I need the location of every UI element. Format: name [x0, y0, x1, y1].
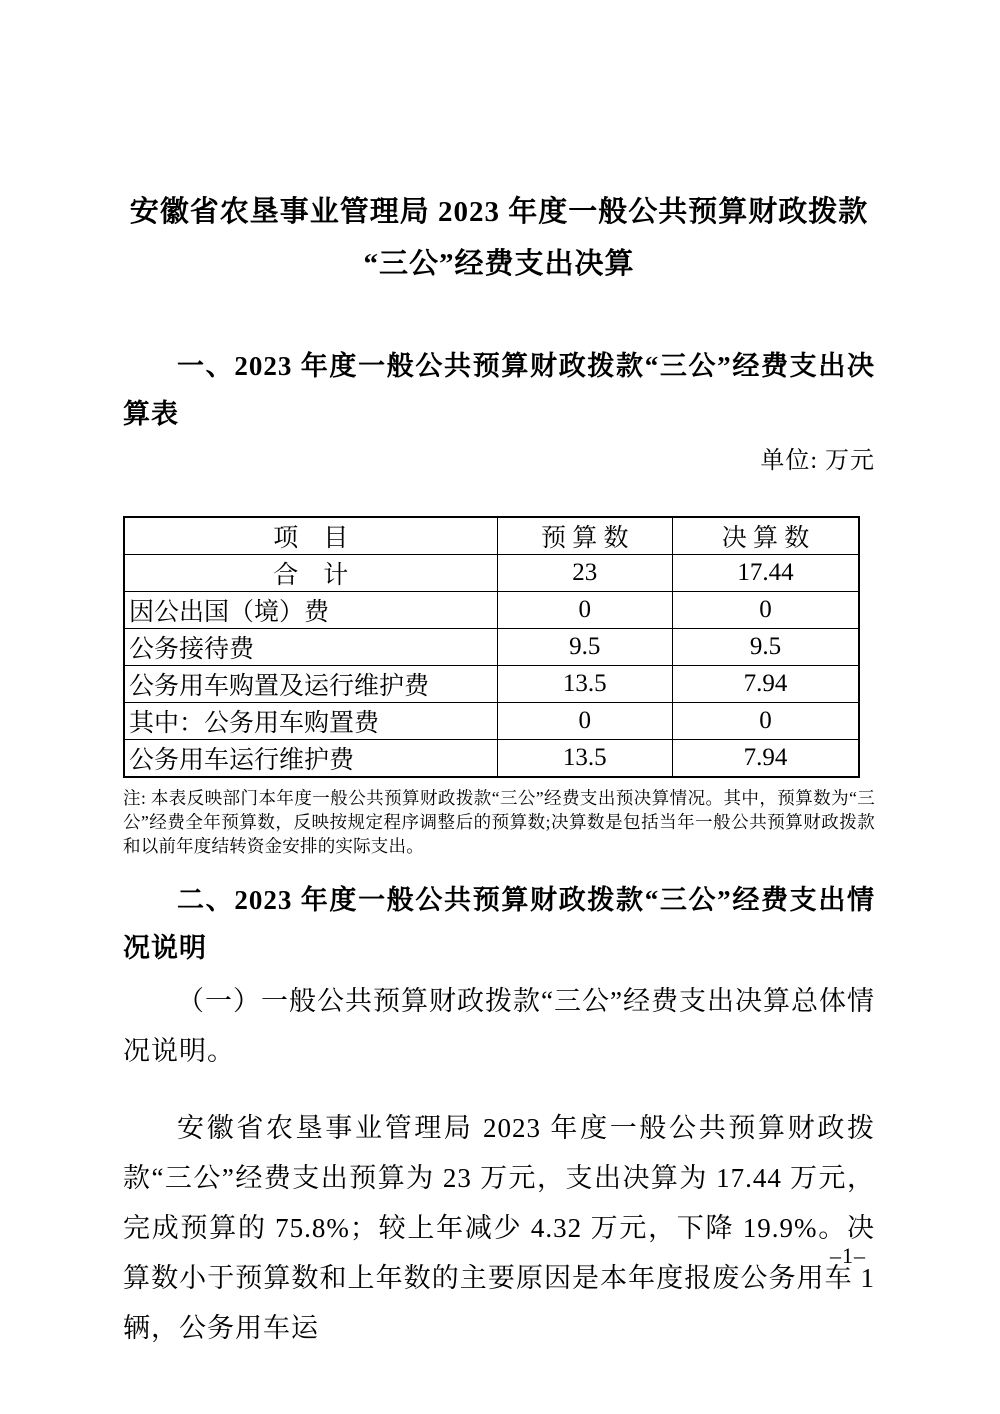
document-title-line2: “三公”经费支出决算 [363, 248, 635, 280]
table-note: 注: 本表反映部门本年度一般公共预算财政拨款“三公”经费支出预决算情况。其中，预算数为“三公”经费全年预算数，反映按规定程序调整后的预算数;决算数是包括当年一般公共预算财政拨款和以前年度结转资金安排的实际支出。 [123, 788, 875, 856]
cell-final: 17.44 [672, 555, 859, 592]
cell-item: 公务接待费 [124, 629, 497, 666]
cell-final: 0 [672, 703, 859, 740]
table-row-vehicle-total [124, 666, 859, 703]
cell-item: 因公出国（境）费 [124, 592, 497, 629]
table-row-reception [124, 629, 859, 666]
cell-budget: 9.5 [497, 629, 672, 666]
cell-budget: 23 [497, 555, 672, 592]
cell-final: 7.94 [672, 740, 859, 778]
section-2-heading: 二、2023 年度一般公共预算财政拨款“三公”经费支出情况说明 [123, 884, 875, 963]
cell-budget: 13.5 [497, 666, 672, 703]
document-title [123, 186, 875, 290]
header-cell-item: 项 目 [124, 517, 497, 555]
header-cell-final: 决 算 数 [672, 517, 859, 555]
table-row-vehicle-operation [124, 740, 859, 778]
unit-label: 单位: 万元 [760, 448, 875, 474]
table-row-abroad [124, 592, 859, 629]
header-cell-budget: 预 算 数 [497, 517, 672, 555]
cell-item: 合 计 [124, 555, 497, 592]
cell-item: 公务用车运行维护费 [124, 740, 497, 778]
cell-item: 其中：公务用车购置费 [124, 703, 497, 740]
cell-item: 公务用车购置及运行维护费 [124, 666, 497, 703]
table-row-total [124, 555, 859, 592]
cell-budget: 0 [497, 592, 672, 629]
table-row-vehicle-purchase [124, 703, 859, 740]
three-public-expense-table [123, 516, 860, 778]
document-title-line1: 安徽省农垦事业管理局 2023 年度一般公共预算财政拨款 [129, 196, 869, 228]
section-2-sub-heading: （一）一般公共预算财政拨款“三公”经费支出决算总体情况说明。 [123, 985, 875, 1066]
cell-final: 7.94 [672, 666, 859, 703]
section-1-heading: 一、2023 年度一般公共预算财政拨款“三公”经费支出决算表 [123, 351, 875, 429]
cell-final: 0 [672, 592, 859, 629]
cell-budget: 0 [497, 703, 672, 740]
cell-final: 9.5 [672, 629, 859, 666]
page-number: –1– [830, 1243, 866, 1268]
table-header-row [124, 517, 859, 555]
cell-budget: 13.5 [497, 740, 672, 778]
section-2-paragraph: 安徽省农垦事业管理局 2023 年度一般公共预算财政拨款“三公”经费支出预算为 23 万元，支出决算为 17.44 万元，完成预算的 75.8%；较上年减少 4.32 万元，下降 19.9%。决算数小于预算数和上年数的主要原因是本年度报废公务用车 1 辆，公务用车运 [123, 1112, 875, 1343]
